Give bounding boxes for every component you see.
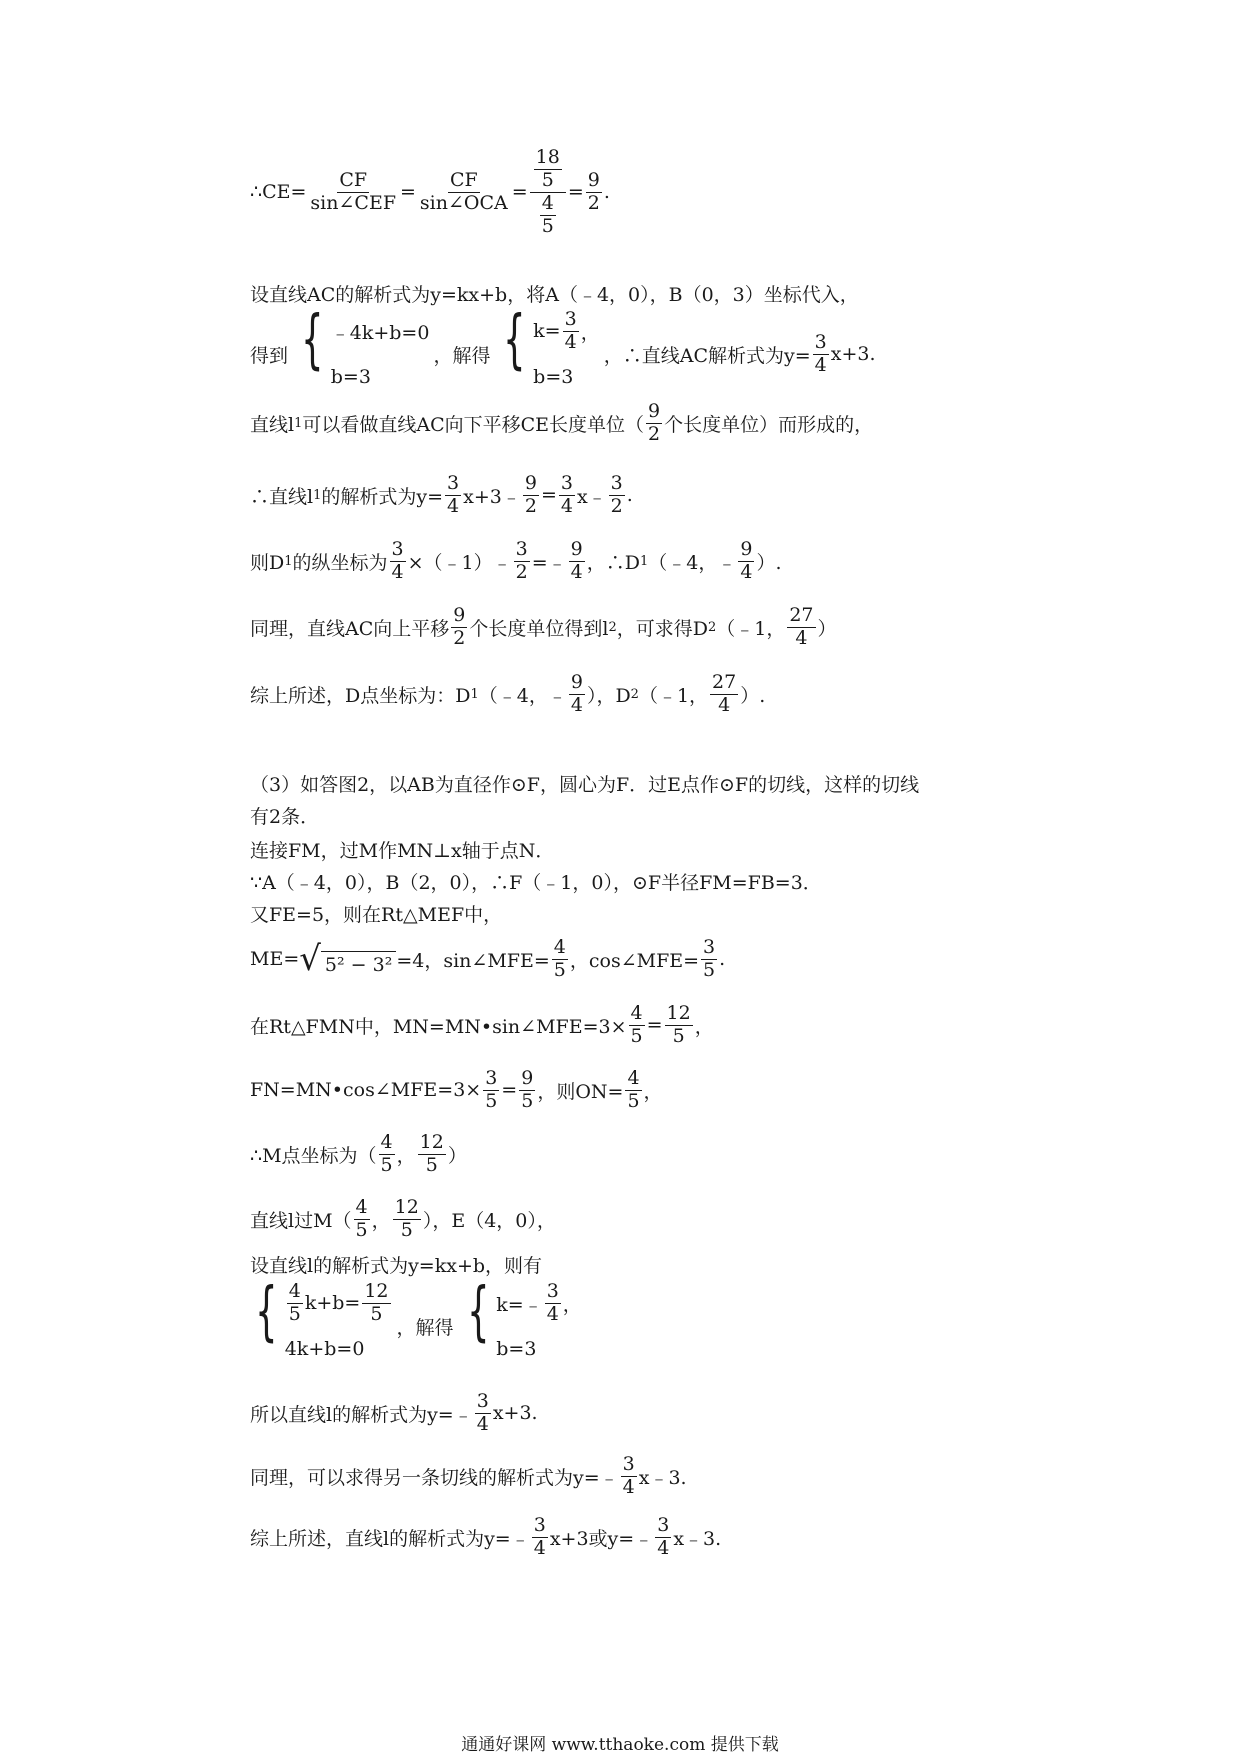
text: ME= [250, 948, 300, 971]
text: . [719, 948, 726, 971]
text: ，则ON= [537, 1080, 624, 1103]
text: 直线l [250, 413, 295, 436]
numerator: 4 [355, 1196, 368, 1218]
row [285, 1280, 393, 1326]
fraction [379, 1133, 395, 1176]
text: 同理，可以求得另一条切线的解析式为y=﹣ [250, 1466, 619, 1489]
denominator: 5 [370, 1302, 383, 1325]
text: 得到 [250, 344, 289, 367]
denominator: 4 [447, 494, 460, 517]
fraction [418, 168, 510, 214]
numerator: 12 [394, 1196, 419, 1218]
part3-line-d [250, 868, 822, 895]
denominator: 5 [425, 1153, 438, 1176]
text: = [540, 484, 557, 507]
fraction [519, 1069, 535, 1112]
text: 设直线AC的解析式为y=kx+b，将A（﹣4，0），B（0，3）坐标代入， [250, 284, 859, 306]
denominator: 5 [521, 1089, 534, 1112]
fraction [514, 540, 530, 583]
text: ），D [586, 684, 631, 707]
denominator: 4 [740, 560, 753, 583]
fraction [475, 1392, 491, 1435]
part3-line-c [250, 836, 554, 863]
numerator: 9 [570, 671, 583, 693]
row: b=3 [330, 366, 371, 388]
fraction [738, 540, 754, 583]
denominator: 2 [453, 626, 466, 649]
subscript: 1 [639, 553, 649, 569]
equation-system [246, 1275, 393, 1372]
fraction [552, 938, 568, 981]
denominator: 5 [627, 1089, 640, 1112]
subscript: 1 [284, 553, 293, 569]
me-line [250, 938, 725, 981]
text: ，解得 [433, 344, 491, 367]
text: ，cos∠MFE= [569, 949, 700, 972]
numerator: 4 [288, 1279, 301, 1302]
numerator: 4 [627, 1067, 640, 1089]
text: 有2条． [250, 806, 320, 828]
denominator: 2 [524, 494, 537, 517]
fraction [813, 330, 829, 376]
numerator: 9 [570, 538, 583, 560]
fraction [393, 1198, 421, 1241]
numerator: 27 [789, 604, 814, 626]
mn-line [250, 1004, 714, 1047]
text: 在Rt△FMN中，MN=MN•sin∠MFE=3× [250, 1015, 627, 1038]
numerator: 4 [541, 191, 554, 214]
numerator: 3 [546, 1279, 559, 1302]
fraction [569, 673, 585, 716]
fraction [354, 1198, 370, 1241]
numerator: 12 [666, 1002, 691, 1024]
fraction [787, 606, 815, 649]
text: = [646, 1014, 663, 1037]
fraction [540, 191, 556, 237]
row [533, 308, 600, 354]
text: x+3﹣ [463, 485, 521, 508]
d2-line [250, 606, 837, 649]
numerator: 3 [703, 936, 716, 958]
denominator: 2 [648, 422, 661, 445]
text: ， [643, 1080, 663, 1103]
numerator: 27 [712, 671, 737, 693]
denominator: 2 [587, 191, 600, 214]
text: ， [562, 1293, 582, 1316]
text: x﹣3. [673, 1527, 722, 1550]
numerator: 3 [476, 1390, 489, 1412]
text: = [501, 1079, 518, 1102]
text: 则D [250, 551, 285, 574]
denominator: sin∠OCA [419, 191, 508, 214]
text: ） [817, 617, 837, 640]
numerator: 9 [648, 400, 661, 422]
denominator: 4 [391, 560, 404, 583]
numerator: 3 [560, 472, 573, 494]
numerator: 3 [622, 1453, 635, 1475]
text: ∵A（﹣4，0），B（2，0），∴F（﹣1，0），⊙F半径FM=FB=3． [250, 872, 822, 894]
text: = [400, 181, 416, 204]
fraction [483, 1069, 499, 1112]
text: 又FE=5，则在Rt△MEF中， [250, 904, 503, 926]
denominator: 5 [400, 1218, 413, 1241]
brace: { [466, 1275, 490, 1349]
subscript: 2 [707, 619, 717, 635]
fraction [418, 1133, 446, 1176]
numerator: 3 [447, 472, 460, 494]
numerator: 9 [587, 168, 600, 191]
numerator: 9 [521, 1067, 534, 1089]
compound-fraction [530, 148, 566, 237]
row: b=3 [496, 1338, 537, 1360]
denominator: 5 [485, 1089, 498, 1112]
brace: { [503, 303, 527, 377]
text: 的解析式为y= [321, 485, 444, 508]
part3-line-b [250, 802, 319, 829]
denominator: 4 [622, 1475, 635, 1498]
row [496, 1280, 582, 1326]
denominator: 4 [570, 693, 583, 716]
text: ，可求得D [616, 617, 708, 640]
m-coord-line [250, 1133, 467, 1176]
denominator: 4 [560, 494, 573, 517]
text: 直线l过M（ [250, 1209, 352, 1232]
text: ）. [740, 684, 766, 707]
subscript: 2 [630, 686, 639, 702]
denominator: 2 [610, 494, 623, 517]
fraction [625, 1069, 641, 1112]
text: （﹣4，﹣ [648, 551, 737, 574]
numerator: 4 [380, 1131, 393, 1153]
fn-line [250, 1069, 663, 1112]
numerator: 3 [533, 1514, 546, 1536]
text: ×（﹣1）﹣ [407, 551, 512, 574]
denominator: 4 [476, 1412, 489, 1435]
text: = [567, 181, 584, 204]
text: ， [580, 321, 600, 344]
part3-line-a [250, 770, 919, 797]
fraction [308, 168, 398, 214]
rows [331, 308, 430, 400]
denominator: 4 [533, 1536, 546, 1559]
l1-shift-line [250, 402, 873, 445]
numerator: 3 [657, 1514, 670, 1536]
fraction [445, 474, 461, 517]
fraction [646, 402, 662, 445]
text: （﹣4，﹣ [478, 684, 567, 707]
numerator: 3 [814, 330, 827, 353]
numerator: 4 [553, 936, 566, 958]
equation-system [292, 303, 430, 400]
denominator: 5 [355, 1218, 368, 1241]
denominator: 5 [630, 1024, 643, 1047]
text: ∴直线l [250, 485, 314, 508]
text: x+3. [830, 343, 876, 365]
d1-line [250, 540, 782, 583]
numerator [530, 148, 566, 193]
text: （﹣1， [716, 617, 786, 640]
text: FN=MN•cos∠MFE=3× [250, 1079, 482, 1102]
fraction [534, 148, 562, 191]
part3-line-e [250, 900, 502, 927]
radical-sign: √ [299, 939, 321, 980]
fraction [665, 1004, 693, 1047]
row: b=3 [533, 366, 574, 388]
text: 的纵坐标为 [292, 551, 388, 574]
text: ∴CE= [250, 181, 307, 204]
numerator: 4 [630, 1002, 643, 1024]
fraction [545, 1279, 561, 1325]
text: ，∴D [586, 551, 640, 574]
denominator: 5 [380, 1153, 393, 1176]
denominator: 4 [564, 330, 577, 353]
denominator: 5 [288, 1302, 301, 1325]
fraction [569, 540, 585, 583]
final-line [250, 1516, 721, 1559]
fraction [586, 168, 602, 214]
line-l-through-line [250, 1198, 556, 1241]
denominator: 5 [541, 168, 554, 191]
numerator: 3 [391, 538, 404, 560]
row: ﹣4k+b=0 [330, 321, 430, 344]
subscript: 1 [470, 686, 479, 702]
numerator: 3 [485, 1067, 498, 1089]
numerator: 3 [610, 472, 623, 494]
summary-d-line [250, 673, 765, 716]
other-tangent-line [250, 1455, 687, 1498]
numerator: 18 [535, 146, 560, 168]
fraction [710, 673, 738, 716]
numerator: 3 [564, 307, 577, 330]
numerator: 9 [740, 538, 753, 560]
numerator: CF [449, 168, 478, 191]
denominator: 4 [570, 560, 583, 583]
ce-equation [250, 148, 610, 237]
text: ， [396, 1144, 416, 1167]
fraction [621, 1455, 637, 1498]
text: . [603, 181, 610, 204]
denominator: 2 [515, 560, 528, 583]
equation-system [494, 303, 600, 400]
rows [285, 1280, 393, 1372]
l-solve-line [242, 1275, 586, 1372]
numerator: 12 [364, 1279, 389, 1302]
fraction [563, 307, 579, 353]
numerator: CF [339, 168, 368, 191]
text: 个长度单位）而形成的， [664, 413, 874, 436]
sqrt [299, 939, 396, 980]
text: 连接FM，过M作MN⊥x轴于点N． [250, 840, 555, 862]
text: ∴M点坐标为（ [250, 1144, 377, 1167]
text: k=﹣ [496, 1293, 543, 1316]
radicand: 5² − 3² [321, 951, 396, 976]
text: 可以看做直线AC向下平移CE长度单位（ [302, 413, 645, 436]
brace: { [301, 303, 324, 377]
denominator: 5 [553, 958, 566, 981]
denominator: 4 [546, 1302, 559, 1325]
subscript: 1 [294, 415, 303, 431]
text: k= [533, 320, 561, 342]
text: ， [694, 1015, 714, 1038]
fraction [609, 474, 625, 517]
text: = [511, 181, 528, 204]
numerator: 9 [524, 472, 537, 494]
denominator: 5 [541, 214, 554, 237]
rows [496, 1280, 582, 1372]
l-set-line [250, 1251, 542, 1278]
text: 个长度单位得到l [469, 617, 609, 640]
text: 同理，直线AC向上平移 [250, 617, 450, 640]
text: ），E（4，0）， [422, 1209, 556, 1232]
text: =4，sin∠MFE= [396, 949, 550, 972]
text: k+b= [304, 1292, 361, 1314]
text: x+3. [492, 1402, 538, 1425]
text: ）. [756, 551, 782, 574]
fraction [362, 1279, 390, 1325]
brace: { [255, 1275, 278, 1349]
fraction [451, 606, 467, 649]
denominator: 4 [795, 626, 808, 649]
ac-set-line [250, 280, 859, 307]
text: ，∴直线AC解析式为y= [603, 344, 811, 367]
numerator: 12 [419, 1131, 444, 1153]
l1-expr-line [250, 474, 633, 517]
subscript: 1 [313, 487, 322, 503]
row: 4k+b=0 [284, 1338, 365, 1360]
l-result-line [250, 1392, 538, 1435]
denominator: 5 [672, 1024, 685, 1047]
text: x+3或y=﹣ [549, 1527, 654, 1550]
numerator: 9 [453, 604, 466, 626]
denominator: sin∠CEF [310, 191, 396, 214]
text: 所以直线l的解析式为y=﹣ [250, 1403, 473, 1426]
numerator: 3 [515, 538, 528, 560]
denominator: 5 [703, 958, 716, 981]
page-footer: 通通好课网 www.tthaoke.com 提供下载 [461, 1735, 779, 1755]
text: 综上所述，直线l的解析式为y=﹣ [250, 1527, 530, 1550]
text: ） [447, 1144, 467, 1167]
text: 设直线l的解析式为y=kx+b，则有 [250, 1255, 543, 1277]
subscript: 2 [608, 619, 617, 635]
text: ，解得 [396, 1316, 454, 1339]
fraction [701, 938, 717, 981]
text: （﹣1， [638, 684, 709, 707]
rows [533, 308, 600, 400]
denominator: 4 [718, 693, 731, 716]
text: ， [371, 1209, 391, 1232]
fraction [523, 474, 539, 517]
fraction [559, 474, 575, 517]
ac-solve-line [250, 303, 876, 400]
fraction [655, 1516, 671, 1559]
equation-system [458, 1275, 582, 1372]
fraction [629, 1004, 645, 1047]
text: =﹣ [531, 551, 567, 574]
text: 综上所述，D点坐标为：D [250, 684, 471, 707]
text: （3）如答图2，以AB为直径作⊙F，圆心为F．过E点作⊙F的切线，这样的切线 [250, 774, 920, 796]
text: x﹣3. [638, 1466, 687, 1489]
fraction [287, 1279, 303, 1325]
text: . [626, 484, 633, 507]
text: x﹣ [576, 485, 607, 508]
denominator [536, 193, 560, 237]
denominator: 4 [814, 353, 827, 376]
fraction [390, 540, 406, 583]
denominator: 4 [657, 1536, 670, 1559]
fraction [532, 1516, 548, 1559]
